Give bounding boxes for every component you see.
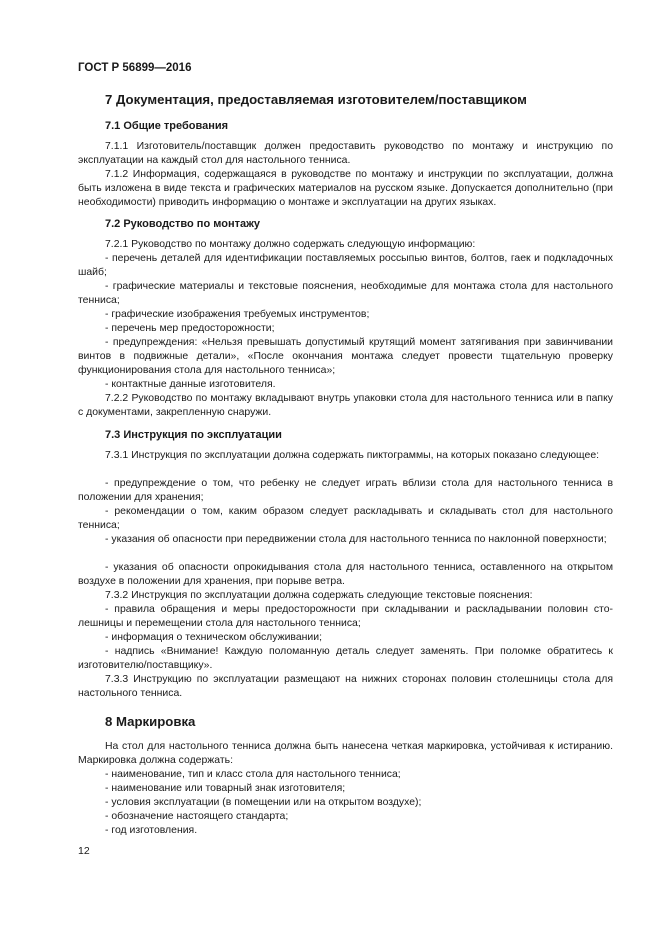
list-item: - информация о техническом обслуживании;	[105, 632, 322, 643]
subsection-7-3-title: 7.3 Инструкция по эксплуатации	[105, 429, 282, 441]
paragraph-7-3-2: 7.3.2 Инструкция по эксплуатации должна содержать следующие текстовые пояснения:	[105, 590, 533, 601]
subsection-7-1-title: 7.1 Общие требования	[105, 120, 229, 132]
list-item: - рекомендации о том, каким образом следует раскладывать и складывать стол для настольного тенниса;	[78, 506, 613, 532]
paragraph-8-intro: На стол для настольного тенниса должна быть нанесена четкая маркировка, устойчивая к истиранию. Маркировка должна содержать:	[78, 741, 613, 767]
list-item: - указания об опасности опрокидывания стола для настольного тенниса, оставленного на открытом воздухе в положении для хранения, при порыве ветра.	[78, 562, 613, 588]
subsection-7-2-title: 7.2 Руководство по монтажу	[105, 218, 261, 230]
list-item: - перечень мер предосторожности;	[105, 323, 275, 334]
section-8-title: 8 Маркировка	[105, 714, 196, 729]
list-item: - перечень деталей для идентификации поставляемых россыпью винтов, болтов, гаек и подкладочных шайб;	[78, 253, 613, 279]
list-item: - год изготовления.	[105, 825, 198, 836]
list-item: - обозначение настоящего стандарта;	[105, 811, 289, 822]
list-item: - графические материалы и текстовые пояснения, необходимые для монтажа стола для настольного тенниса;	[78, 281, 613, 307]
section-7-title: 7 Документация, предоставляемая изготовителем/поставщиком	[105, 92, 527, 107]
page-number: 12	[78, 845, 90, 857]
list-item: - предупреждение о том, что ребенку не следует играть вблизи стола для настольного тенниса в положении для хранения;	[78, 478, 613, 504]
paragraph-7-2-2: 7.2.2 Руководство по монтажу вкладывают внутрь упаковки стола для настольного тенниса или в папку с документами, закрепленную снаружи.	[78, 393, 613, 419]
paragraph-7-3-1: 7.3.1 Инструкция по эксплуатации должна содержать пиктограммы, на которых показано следующее:	[105, 450, 600, 461]
paragraph-7-1-1: 7.1.1 Изготовитель/поставщик должен предоставить руководство по монтажу и инструкцию по эксплуатации на каждый стол для настольного тенниса.	[78, 141, 613, 167]
standard-header: ГОСТ Р 56899—2016	[78, 62, 192, 74]
list-item: - графические изображения требуемых инструментов;	[105, 309, 370, 320]
list-item: - правила обращения и меры предосторожности при складывании и раскладывании половин столешницы и перемещении стола для настольного тенниса;	[78, 604, 613, 630]
paragraph-7-1-2: 7.1.2 Информация, содержащаяся в руководстве по монтажу и инструкции по эксплуатации, должна быть изложена в виде текста и графических материалов на русском языке. Допускается дополнительно (при необходимости) приводить информацию о монтаже и эксплуатации на других языках.	[78, 169, 613, 209]
list-item: - условия эксплуатации (в помещении или на открытом воздухе);	[105, 797, 422, 808]
list-item: - наименование или товарный знак изготовителя;	[105, 783, 346, 794]
paragraph-7-2-1: 7.2.1 Руководство по монтажу должно содержать следующую информацию:	[105, 239, 476, 250]
list-item: - надпись «Внимание! Каждую поломанную деталь следует заменять. При поломке обратитесь к изготовителю/поставщику».	[78, 646, 613, 672]
list-item: - предупреждения: «Нельзя превышать допустимый крутящий момент затягивания при завинчивании винтов в подвижные детали», «После окончания монтажа следует провести тщательную проверку функционирования стола для настольного тенниса»;	[78, 337, 613, 377]
list-item: - указания об опасности при передвижении стола для настольного тенниса по наклонной поверхности;	[105, 534, 607, 545]
paragraph-7-3-3: 7.3.3 Инструкцию по эксплуатации размещают на нижних сторонах половин столешницы стола для настольного тенниса.	[78, 674, 613, 700]
list-item: - контактные данные изготовителя.	[105, 379, 276, 390]
list-item: - наименование, тип и класс стола для настольного тенниса;	[105, 769, 401, 780]
